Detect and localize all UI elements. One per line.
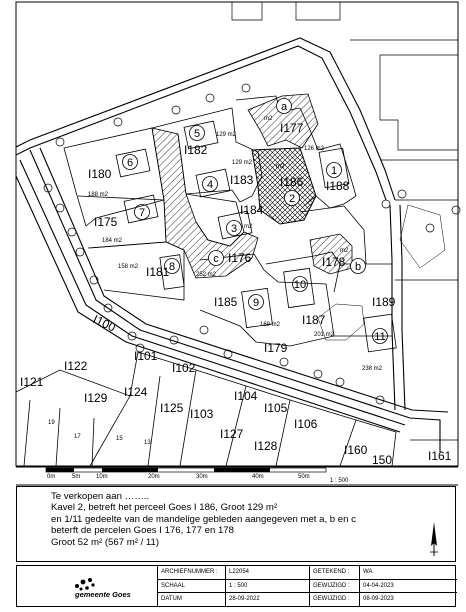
drawn-by-label: GETEKEND :	[310, 566, 360, 579]
map-label: I183	[230, 173, 254, 187]
map-label: I180	[88, 167, 112, 181]
map-label: I187	[302, 313, 326, 327]
map-label: 129 m2	[232, 160, 253, 166]
map-label: I101	[134, 349, 158, 363]
table-row	[158, 580, 457, 594]
info-line-1: Te verkopen aan ……..	[51, 491, 150, 502]
map-label: I176	[228, 251, 252, 265]
modified-value-2: 08-09-2023	[363, 596, 394, 603]
map-label: I179	[264, 341, 288, 355]
scale-tick-10: 10m	[96, 474, 108, 480]
map-label: m2	[276, 164, 285, 170]
map-label: 169 m2	[260, 322, 281, 328]
map-label: I104	[234, 389, 258, 403]
map-label: 201 m2	[314, 332, 335, 338]
map-label: I121	[20, 375, 44, 389]
map-label: I188	[326, 179, 350, 193]
map-label: I129	[84, 391, 108, 405]
map-label: 158 m2	[118, 264, 139, 270]
scale-tick-20: 20m	[148, 474, 160, 480]
logo-text: gemeente Goes	[75, 590, 131, 599]
map-label: I127	[220, 427, 244, 441]
map-label: I185	[214, 295, 238, 309]
title-block	[16, 565, 456, 607]
map-label: 10	[293, 279, 307, 291]
map-label: I102	[172, 361, 196, 375]
map-label: I105	[264, 401, 288, 415]
map-label: 9	[252, 297, 260, 309]
map-label: 13	[144, 440, 151, 446]
map-label: I106	[294, 417, 318, 431]
map-label: I100	[90, 312, 118, 335]
sale-description	[16, 486, 456, 562]
map-label: b	[354, 261, 362, 273]
map-label: 150	[372, 453, 393, 467]
map-label: m2	[340, 248, 349, 254]
scale-tick-0: 0m	[47, 474, 56, 480]
map-label: 4	[206, 179, 214, 191]
date-value: 28-09-2022	[226, 593, 310, 607]
map-label: 252 m2	[196, 272, 217, 278]
date-label: DATUM	[158, 593, 226, 607]
map-label: I125	[160, 401, 184, 415]
map-label: I181	[146, 265, 170, 279]
scale-tick-40: 40m	[252, 474, 264, 480]
map-label: I189	[372, 295, 396, 309]
map-label: I103	[190, 407, 214, 421]
map-label: I182	[184, 143, 208, 157]
map-label: 19	[48, 420, 55, 426]
map-label: I178	[322, 255, 346, 269]
map-label: I186	[280, 175, 304, 189]
map-label: m2	[244, 224, 253, 230]
map-label: I122	[64, 359, 88, 373]
scale-value: 1 : 500	[226, 580, 310, 593]
modified-label-2: GEWIJZIGD :	[310, 593, 360, 607]
map-label: I124	[124, 385, 148, 399]
map-label: 17	[74, 434, 81, 440]
map-label: 3	[230, 223, 238, 235]
map-label: a	[280, 101, 288, 113]
title-block-table	[157, 566, 457, 607]
map-label: 184 m2	[102, 238, 123, 244]
drawn-by-value: WA	[363, 569, 373, 575]
map-label: 11	[374, 331, 386, 343]
map-label: 5	[193, 128, 201, 140]
map-label: 6	[126, 157, 134, 169]
map-label: I161	[428, 449, 452, 463]
map-label: 1	[330, 165, 338, 177]
scale-tick-30: 30m	[196, 474, 208, 480]
map-label: 129 m2	[216, 132, 237, 138]
scale-bar	[16, 466, 458, 486]
map-label: I177	[280, 121, 304, 135]
info-line-3: en 1/11 gedeelte van de mandelige gebleden aangegeven met a, b en c	[51, 513, 356, 525]
map-label: c	[213, 253, 219, 265]
scale-label: SCHAAL	[158, 580, 226, 593]
map-label: m2	[264, 116, 273, 122]
map-label: 8	[168, 261, 176, 273]
map-label: 2	[288, 193, 296, 205]
scale-tick-5: 5m	[72, 474, 81, 480]
table-row	[158, 566, 457, 580]
map-label: I128	[254, 439, 278, 453]
map-label: I160	[344, 443, 368, 457]
archive-number-value: L22054	[226, 566, 310, 579]
map-label: 238 m2	[362, 366, 383, 372]
modified-value-1: 04-04-2023	[363, 582, 394, 589]
archive-number-label: ARCHIEFNUMMER :	[158, 566, 226, 579]
info-line-4: beterft de percelen Goes I 176, 177 en 178	[51, 525, 234, 537]
map-label: I175	[94, 215, 118, 229]
map-label: 126 m2	[304, 146, 325, 152]
north-arrow-icon	[428, 522, 440, 556]
info-line-5: Groot 52 m² (567 m² / 11)	[51, 536, 160, 548]
map-label: 15	[116, 436, 123, 442]
map-label: 7	[138, 207, 146, 219]
table-row	[158, 593, 457, 607]
info-line-2: Kavel 2, betreft het perceel Goes I 186, Groot 129 m²	[51, 502, 278, 514]
scale-tick-50: 50m	[298, 474, 310, 480]
scale-ratio: 1 : 500	[330, 478, 349, 484]
map-label: I184	[240, 203, 264, 217]
modified-label-1: GEWIJZIGD :	[310, 580, 360, 593]
map-label: 188 m2	[88, 192, 109, 198]
